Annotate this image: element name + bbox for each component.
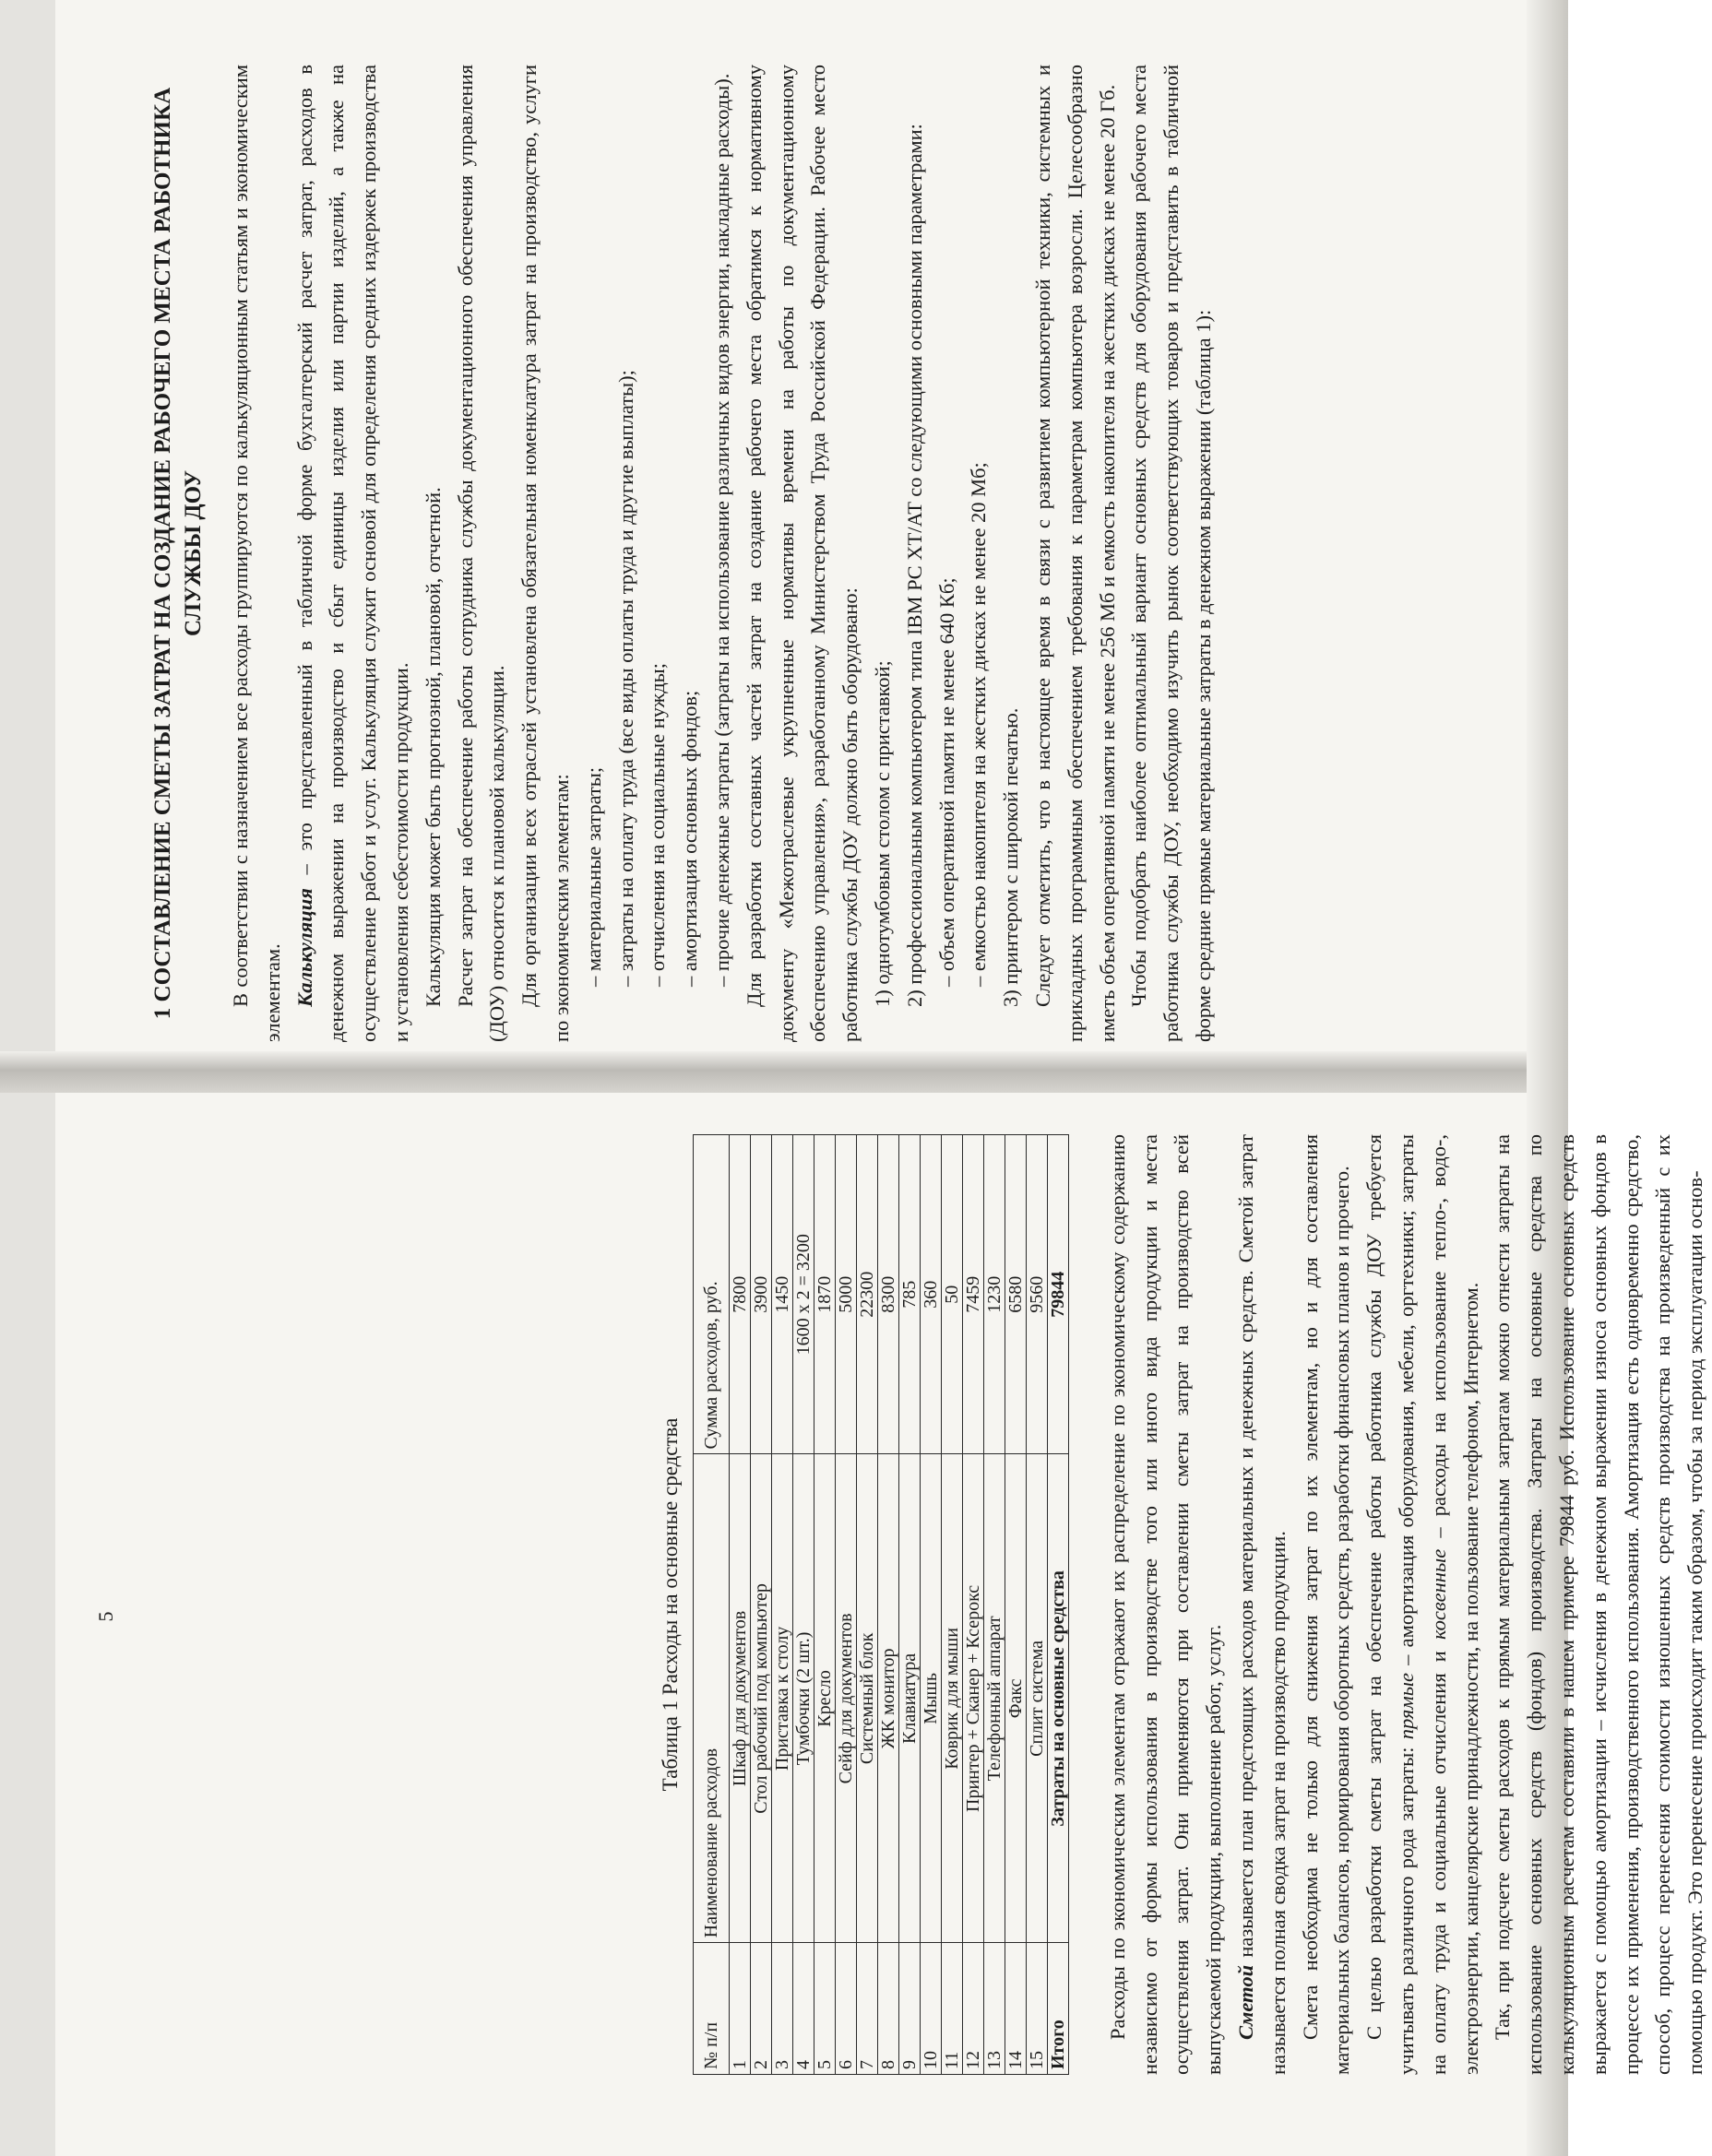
- cell-amount: 50: [941, 1135, 962, 1454]
- table-total-row: [1047, 1135, 1068, 2075]
- cell-amount: 360: [920, 1135, 941, 1454]
- column-header: Наименование расходов: [693, 1454, 729, 1943]
- cell-number: 7: [856, 1943, 877, 2075]
- paragraph: Так, при подсчете сметы расходов к прямым материальным затратам можно отнести затраты на использование основных средств (фондов) производства. Затраты на основные средства по калькуляционным расчетам составили в нашем примере 79844 руб. Использование основных средств выражается с помощью амортизации – исчисления в денежном выражении износа основных фондов в процессе их применения, производственного использования. Амортизация есть одновременно средство, способ, процесс перенесения стоимости изношенных средств производства на произведенный с их помощью продукт. Это перенесение происходит таким образом, чтобы за период эксплуатации основ-: [1491, 1134, 1707, 2075]
- table-body: [729, 1135, 1068, 2075]
- cell-amount: 5000: [835, 1135, 856, 1454]
- cell-amount: 7459: [962, 1135, 983, 1454]
- paragraph: Расходы по экономическим элементам отражают их распределение по экономическому содержанию независимо от формы использования в производстве того или иного вида продукции и места осуществления затрат. Они применяются при составлении сметы затрат на производство всей выпускаемой продукции, выполнение работ, услуг.: [1105, 1134, 1226, 2075]
- table-row: [1026, 1135, 1047, 2075]
- cell-amount: 6580: [1005, 1135, 1026, 1454]
- column-header: № п/п: [693, 1943, 729, 2075]
- page-number: 5: [94, 1611, 117, 1622]
- cell-number: 14: [1005, 1943, 1026, 2075]
- cell-amount: 7800: [729, 1135, 750, 1454]
- cell-name: Сейф для документов: [835, 1454, 856, 1943]
- cell-name: Клавиатура: [898, 1454, 920, 1943]
- cell-number: 8: [877, 1943, 898, 2075]
- column-header: Сумма расходов, руб.: [693, 1135, 729, 1454]
- list-item: – отчисления на социальные нужды;: [646, 662, 670, 987]
- paragraph: Калькуляция может быть прогнозной, плановой, отчетной.: [421, 487, 445, 1007]
- cell-number: 13: [983, 1943, 1005, 2075]
- expenses-table: [693, 1134, 1069, 2075]
- table-header-row: [693, 1135, 729, 2075]
- paragraph: Расчет затрат на обеспечение работы сотрудника службы документационного обеспечения управления (ДОУ) относится к плановой калькуляции.: [453, 65, 509, 1042]
- table-row: [898, 1135, 920, 2075]
- paragraph: В соответствии с назначением все расходы группируются по калькуляционным статьям и экономическим элементам.: [229, 65, 284, 1042]
- paragraph: Чтобы подобрать наиболее оптимальный вариант основных средств для оборудования рабочего места работника службы ДОУ, необходимо изучить рынок соответствующих товаров и представить в табличной форме средние прямые материальные затраты в денежном выражении (таблица 1):: [1127, 65, 1215, 1042]
- cell-name: Коврик для мыши: [941, 1454, 962, 1943]
- cell-name: Приставка к столу: [771, 1454, 792, 1943]
- cell-amount: 8300: [877, 1135, 898, 1454]
- term: косвенные: [1426, 1548, 1450, 1641]
- table-row: [856, 1135, 877, 2075]
- list-item: 3) принтером с широкой печатью.: [999, 707, 1023, 1007]
- cell-amount: 1600 x 2 = 3200: [792, 1135, 814, 1454]
- table-row: [877, 1135, 898, 2075]
- cell-number: 15: [1026, 1943, 1047, 2075]
- book-fold: [0, 1051, 1568, 1093]
- list-item: – амортизация основных фондов;: [678, 690, 702, 987]
- total-amount: 79844: [1047, 1135, 1068, 1454]
- table-row: [835, 1135, 856, 2075]
- total-name: Затраты на основные средства: [1047, 1454, 1068, 1943]
- cell-name: Системный блок: [856, 1454, 877, 1943]
- list-item: – емкостью накопителя на жестких дисках не менее 20 Мб;: [967, 462, 991, 987]
- term: Сметой: [1233, 1964, 1257, 2040]
- cell-name: Мышь: [920, 1454, 941, 1943]
- cell-name: Шкаф для документов: [729, 1454, 750, 1943]
- table-row: [920, 1135, 941, 2075]
- cell-name: ЖК монитор: [877, 1454, 898, 1943]
- cell-name: Факс: [1005, 1454, 1026, 1943]
- cell-amount: 1870: [814, 1135, 835, 1454]
- cell-name: Кресло: [814, 1454, 835, 1943]
- table-row: [814, 1135, 835, 2075]
- list-item: 1) однотумбовым столом с приставкой;: [870, 660, 894, 1007]
- cell-name: Стол рабочий под компьютер: [750, 1454, 771, 1943]
- cell-number: 2: [750, 1943, 771, 2075]
- term: Калькуляция: [292, 888, 316, 1007]
- total-label: Итого: [1047, 1943, 1068, 2075]
- cell-name: Тумбочки (2 шт.): [792, 1454, 814, 1943]
- cell-number: 6: [835, 1943, 856, 2075]
- table-row: [750, 1135, 771, 2075]
- paragraph: С целью разработки сметы затрат на обеспечение работы работника службы ДОУ требуется учитывать различного рода затраты: прямые – амортизация оборудования, мебели, оргтехники; затраты на оплату труда и социальные отчисления и косвенные – расходы на использование тепло-, водо-, электроэнергии, канцелярские принадлежности, на пользование телефоном, Интернетом.: [1362, 1134, 1482, 2075]
- cell-amount: 9560: [1026, 1135, 1047, 1454]
- table-caption: Таблица 1 Расходы на основные средства: [659, 1417, 682, 1792]
- paragraph: Для организации всех отраслей установлена обязательная номенклатура затрат на производство, услуги по экономическим элементам:: [517, 65, 573, 1042]
- cell-amount: 1450: [771, 1135, 792, 1454]
- cell-number: 3: [771, 1943, 792, 2075]
- paragraph: Калькуляция – это представленный в табличной форме бухгалтерский расчет затрат, расходов в денежном выражении на производство и сбыт единицы изделия или партии изделий, а также на осуществление работ и услуг. Калькуляция служит основой для определения средних издержек производства и установления себестоимости продукции.: [292, 65, 412, 1042]
- table-row: [962, 1135, 983, 2075]
- cell-amount: 1230: [983, 1135, 1005, 1454]
- table-row: [771, 1135, 792, 2075]
- cell-number: 5: [814, 1943, 835, 2075]
- cell-name: Сплит система: [1026, 1454, 1047, 1943]
- cell-amount: 22300: [856, 1135, 877, 1454]
- cell-number: 10: [920, 1943, 941, 2075]
- table-row: [1005, 1135, 1026, 2075]
- paragraph: Для разработки составных частей затрат на создание рабочего места обратимся к нормативному документу «Межотраслевые укрупненные нормативы времени на работы по документационному обеспечению управления», разработанному Министерством Труда Российской Федерации. Рабочее место работника службы ДОУ должно быть оборудовано:: [742, 65, 862, 1042]
- section-title: 1 СОСТАВЛЕНИЕ СМЕТЫ ЗАТРАТ НА СОЗДАНИЕ РАБОЧЕГО МЕСТА РАБОТНИКА СЛУЖБЫ ДОУ: [150, 87, 206, 1020]
- list-item: – объем оперативной памяти не менее 640 Кб;: [934, 577, 958, 987]
- table-row: [729, 1135, 750, 2075]
- list-item: – затраты на оплату труда (все виды оплаты труда и другие выплаты);: [613, 370, 637, 987]
- cell-number: 4: [792, 1943, 814, 2075]
- paragraph: Сметой называется план предстоящих расходов материальных и денежных средств. Сметой затрат называется полная сводка затрат на производство продукции.: [1233, 1134, 1290, 2075]
- cell-name: Телефонный аппарат: [983, 1454, 1005, 1943]
- paragraph: Следует отметить, что в настоящее время в связи с развитием компьютерной техники, системных и прикладных программным обеспечением требования к параметрам компьютера возросли. Целесообразно иметь объем оперативной памяти не менее 256 Мб и емкость накопителя на жестких дисках не менее 20 Гб.: [1030, 65, 1119, 1042]
- table-row: [792, 1135, 814, 2075]
- cell-name: Принтер + Сканер + Ксерокс: [962, 1454, 983, 1943]
- term: прямые: [1394, 1673, 1418, 1740]
- paragraph: Смета необходима не только для снижения затрат по их элементам, но и для составления материальных балансов, нормирования оборотных средств, разработки финансовых планов и прочего.: [1298, 1134, 1354, 2075]
- cell-number: 12: [962, 1943, 983, 2075]
- list-item: 2) профессиональным компьютером типа IBM PC XT/AT со следующими основными параметрами:: [902, 124, 926, 1007]
- left-page: [148, 65, 1220, 1042]
- cell-amount: 785: [898, 1135, 920, 1454]
- cell-number: 1: [729, 1943, 750, 2075]
- cell-number: 9: [898, 1943, 920, 2075]
- list-item: – прочие денежные затраты (затраты на использование различных видов энергии, накладные расходы).: [709, 73, 733, 987]
- cell-number: 11: [941, 1943, 962, 2075]
- list-item: – материальные затраты;: [581, 766, 605, 987]
- cell-amount: 3900: [750, 1135, 771, 1454]
- table-row: [983, 1135, 1005, 2075]
- table-row: [941, 1135, 962, 2075]
- right-page: [655, 1134, 1712, 2075]
